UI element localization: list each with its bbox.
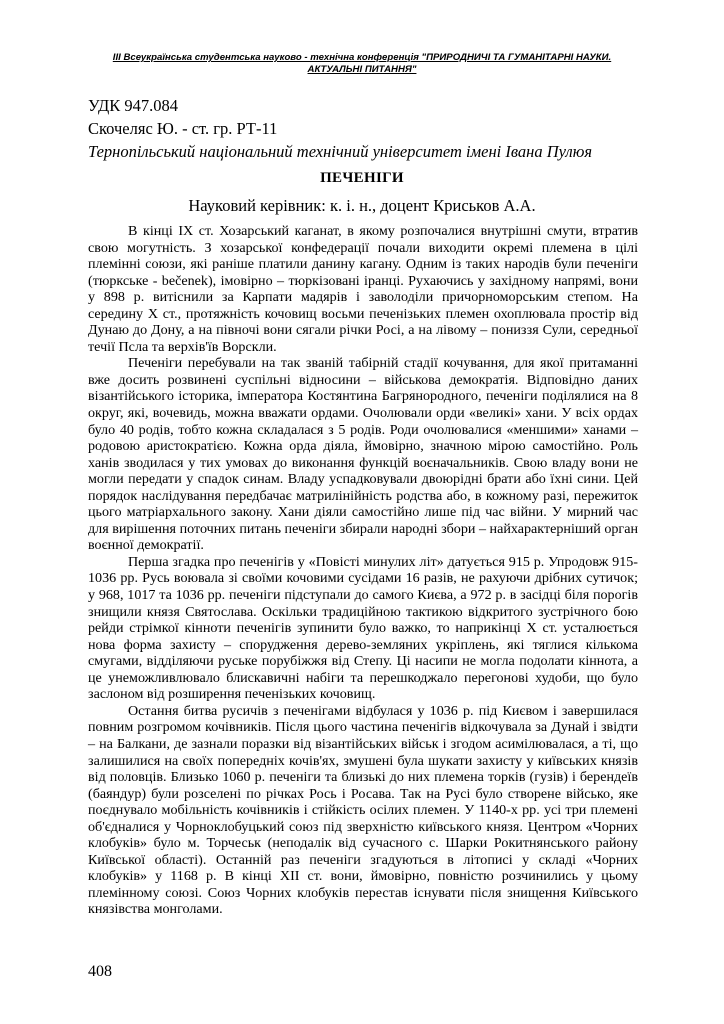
paragraph-2: Печеніги перебували на так званій табірній стадії кочування, для якої притаманні вже досить розвинені суспільні відносини – військова демократія. Відповідно даних візантійського історика, імператора Костянтина Багрянородного, печеніги поділялися на 8 округ, які, вочевидь, можна вважати ордами. Очолювали орди «великі» хани. У всіх ордах було 40 родів, тобто кожна складалася з 5 родів. Роди очолювалися «меншими» ханами – родовою аристократією. Кожна орда діяла, ймовірно, значною мірою самостійно. Роль ханів зводилася у тих умовах до виконання функцій воєначальників. Свою владу вони не могли передати у спадок синам. Владу успадковували двоюрідні брати або їхні сини. Цей порядок наслідування передбачає матрилінійність родства або, в кожному разі, пережиток цього матріархального закону. Хани діяли самостійно лише під час війни. У мирний час для вирішення поточних питань печеніги збирали народні збори – найхарактерніший орган воєнної демократії. (88, 355, 639, 554)
article-body (88, 223, 638, 918)
page-number: 408 (88, 963, 112, 980)
institution-line: Тернопільський національний технічний університет імені Івана Пулюя (88, 142, 593, 161)
paragraph-1: В кінці ІХ ст. Хозарський каганат, в якому розпочалися внутрішні смути, втратив свою могутність. З хозарської конфедерації почали виходити окремі племена в цілі племінні союзи, які раніше платили данину кагану. Одним із таких народів були печеніги (тюркське - bečenek), імовірно – тюркізовані іранці. Рухаючись у західному напрямі, вони у 898 р. витіснили за Карпати мадярів і заволоділи причорноморським степом. На середину Х ст., протяжність кочовищ восьми печенізьких племен охоплювала простір від Дунаю до Дону, а на півночі вони сягали річки Росі, а на лівому – пониззя Сули, середньої течії Псла та верхів'їв Ворскли. (88, 223, 638, 355)
author-line: Скочеляс Ю. - ст. гр. РТ-11 (88, 119, 278, 138)
paragraph-3: Перша згадка про печенігів у «Повісті минулих літ» датується 915 р. Упродовж 915-1036 рр. Русь воювала зі своїми кочовими сусідами 16 разів, не рахуючи дрібних сутичок; у 968, 1017 та 1036 рр. печеніги підступали до самого Києва, а 972 р. в засідці біля порогів знищили князя Святослава. Оскільки традиційною тактикою відкритого зустрічного бою рейди стрімкої кінноти печенігів зупинити було важко, то наприкінці Х ст. усталюється нова форма захисту – спорудження дерево-земляних укріплень, які тяглися кількома смугами, відділяючи руське порубіжжя від Степу. Ці насипи не могла подолати кіннота, а це унеможливлювало блискавичні набіги та перешкоджало перегонові худоби, що було заслоном від розширення печенізьких кочовищ. (88, 553, 638, 703)
supervisor-line: Науковий керівник: к. і. н., доцент Криськов А.А. (188, 196, 536, 215)
article-title: ПЕЧЕНІГИ (320, 170, 404, 186)
paragraph-4: Остання битва русичів з печенігами відбулася у 1036 р. під Києвом і завершилася повним розгромом кочівників. Після цього частина печенігів відкочувала за Дунай і звідти – на Балкани, де зазнали поразки від візантійських військ і згодом асимілювалася, а ті, що залишилися на своїх попередніх кочів'ях, змушені була шукати захисту у київських князів від половців. Близько 1060 р. печеніги та близькі до них племена торків (гузів) і берендеїв (баяндур) були розселені по річках Рось і Росава. Так на Русі було створене військо, яке поєднувало мобільність кочівників і стійкість осілих племен. У 1140-х рр. усі три племені об'єдналися у Чорноклобуцький союз під зверхністю київського князя. Центром «Чорних клобуків» було м. Торчеськ (неподалік від сучасного с. Шарки Рокитнянського району Київської області). Останній раз печеніги згадуються в літописі у складі «Чорних клобуків» у 1168 р. В кінці ХІІ ст. вони, ймовірно, повністю розчинились у цьому племінному союзі. Союз Чорних клобуків перестав існувати після знищення Київського князівства монголами. (88, 702, 638, 918)
article-meta (88, 94, 648, 163)
udc-code: УДК 947.084 (88, 96, 179, 115)
conference-header: III Всеукраїнська студентська науково - технічна конференція "ПРИРОДНИЧІ ТА ГУМАНІТАРНІ НАУКИ. АКТУАЛЬНІ ПИТАННЯ" (112, 52, 612, 75)
